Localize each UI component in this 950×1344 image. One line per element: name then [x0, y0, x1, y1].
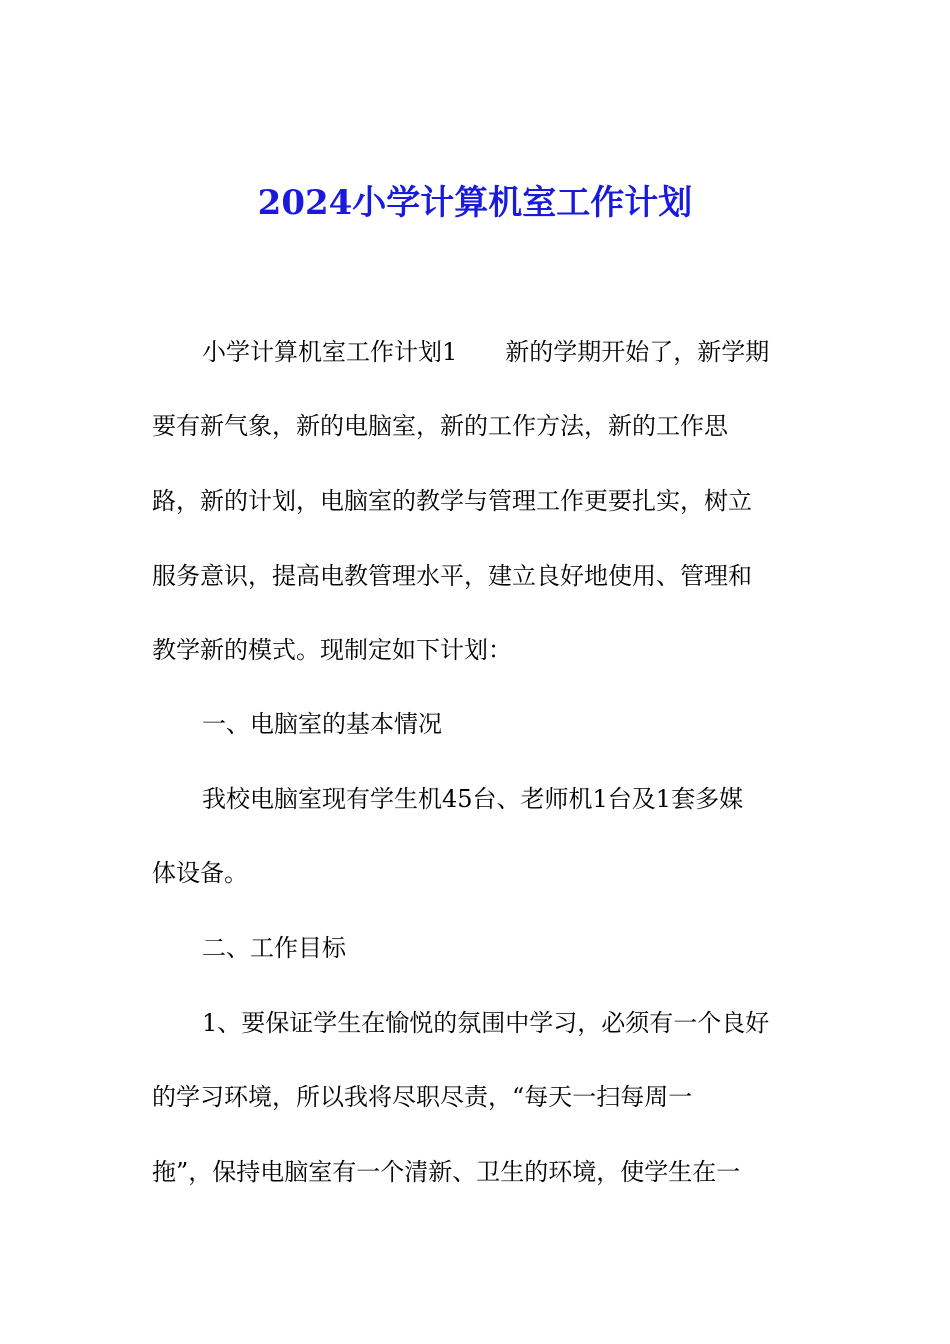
paragraph-line: 我校电脑室现有学生机45台、老师机1台及1套多媒	[202, 785, 744, 813]
paragraph-line: 路，新的计划，电脑室的教学与管理工作更要扎实，树立	[152, 487, 752, 515]
section-heading: 二、工作目标	[202, 934, 346, 962]
paragraph-line: 教学新的模式。现制定如下计划：	[152, 636, 512, 664]
paragraph-line: 要有新气象，新的电脑室，新的工作方法，新的工作思	[152, 412, 728, 440]
section-heading: 一、电脑室的基本情况	[202, 710, 442, 738]
paragraph-line: 拖”，保持电脑室有一个清新、卫生的环境，使学生在一	[152, 1158, 741, 1186]
document-title: 2024小学计算机室工作计划	[257, 183, 693, 223]
paragraph-line: 体设备。	[152, 859, 248, 887]
paragraph-line: 1、要保证学生在愉悦的氛围中学习，必须有一个良好	[202, 1009, 770, 1037]
paragraph-line: 小学计算机室工作计划1 新的学期开始了，新学期	[202, 338, 770, 366]
paragraph-line: 的学习环境，所以我将尽职尽责，“每天一扫每周一	[152, 1083, 693, 1111]
paragraph-line: 服务意识，提高电教管理水平，建立良好地使用、管理和	[152, 562, 752, 590]
